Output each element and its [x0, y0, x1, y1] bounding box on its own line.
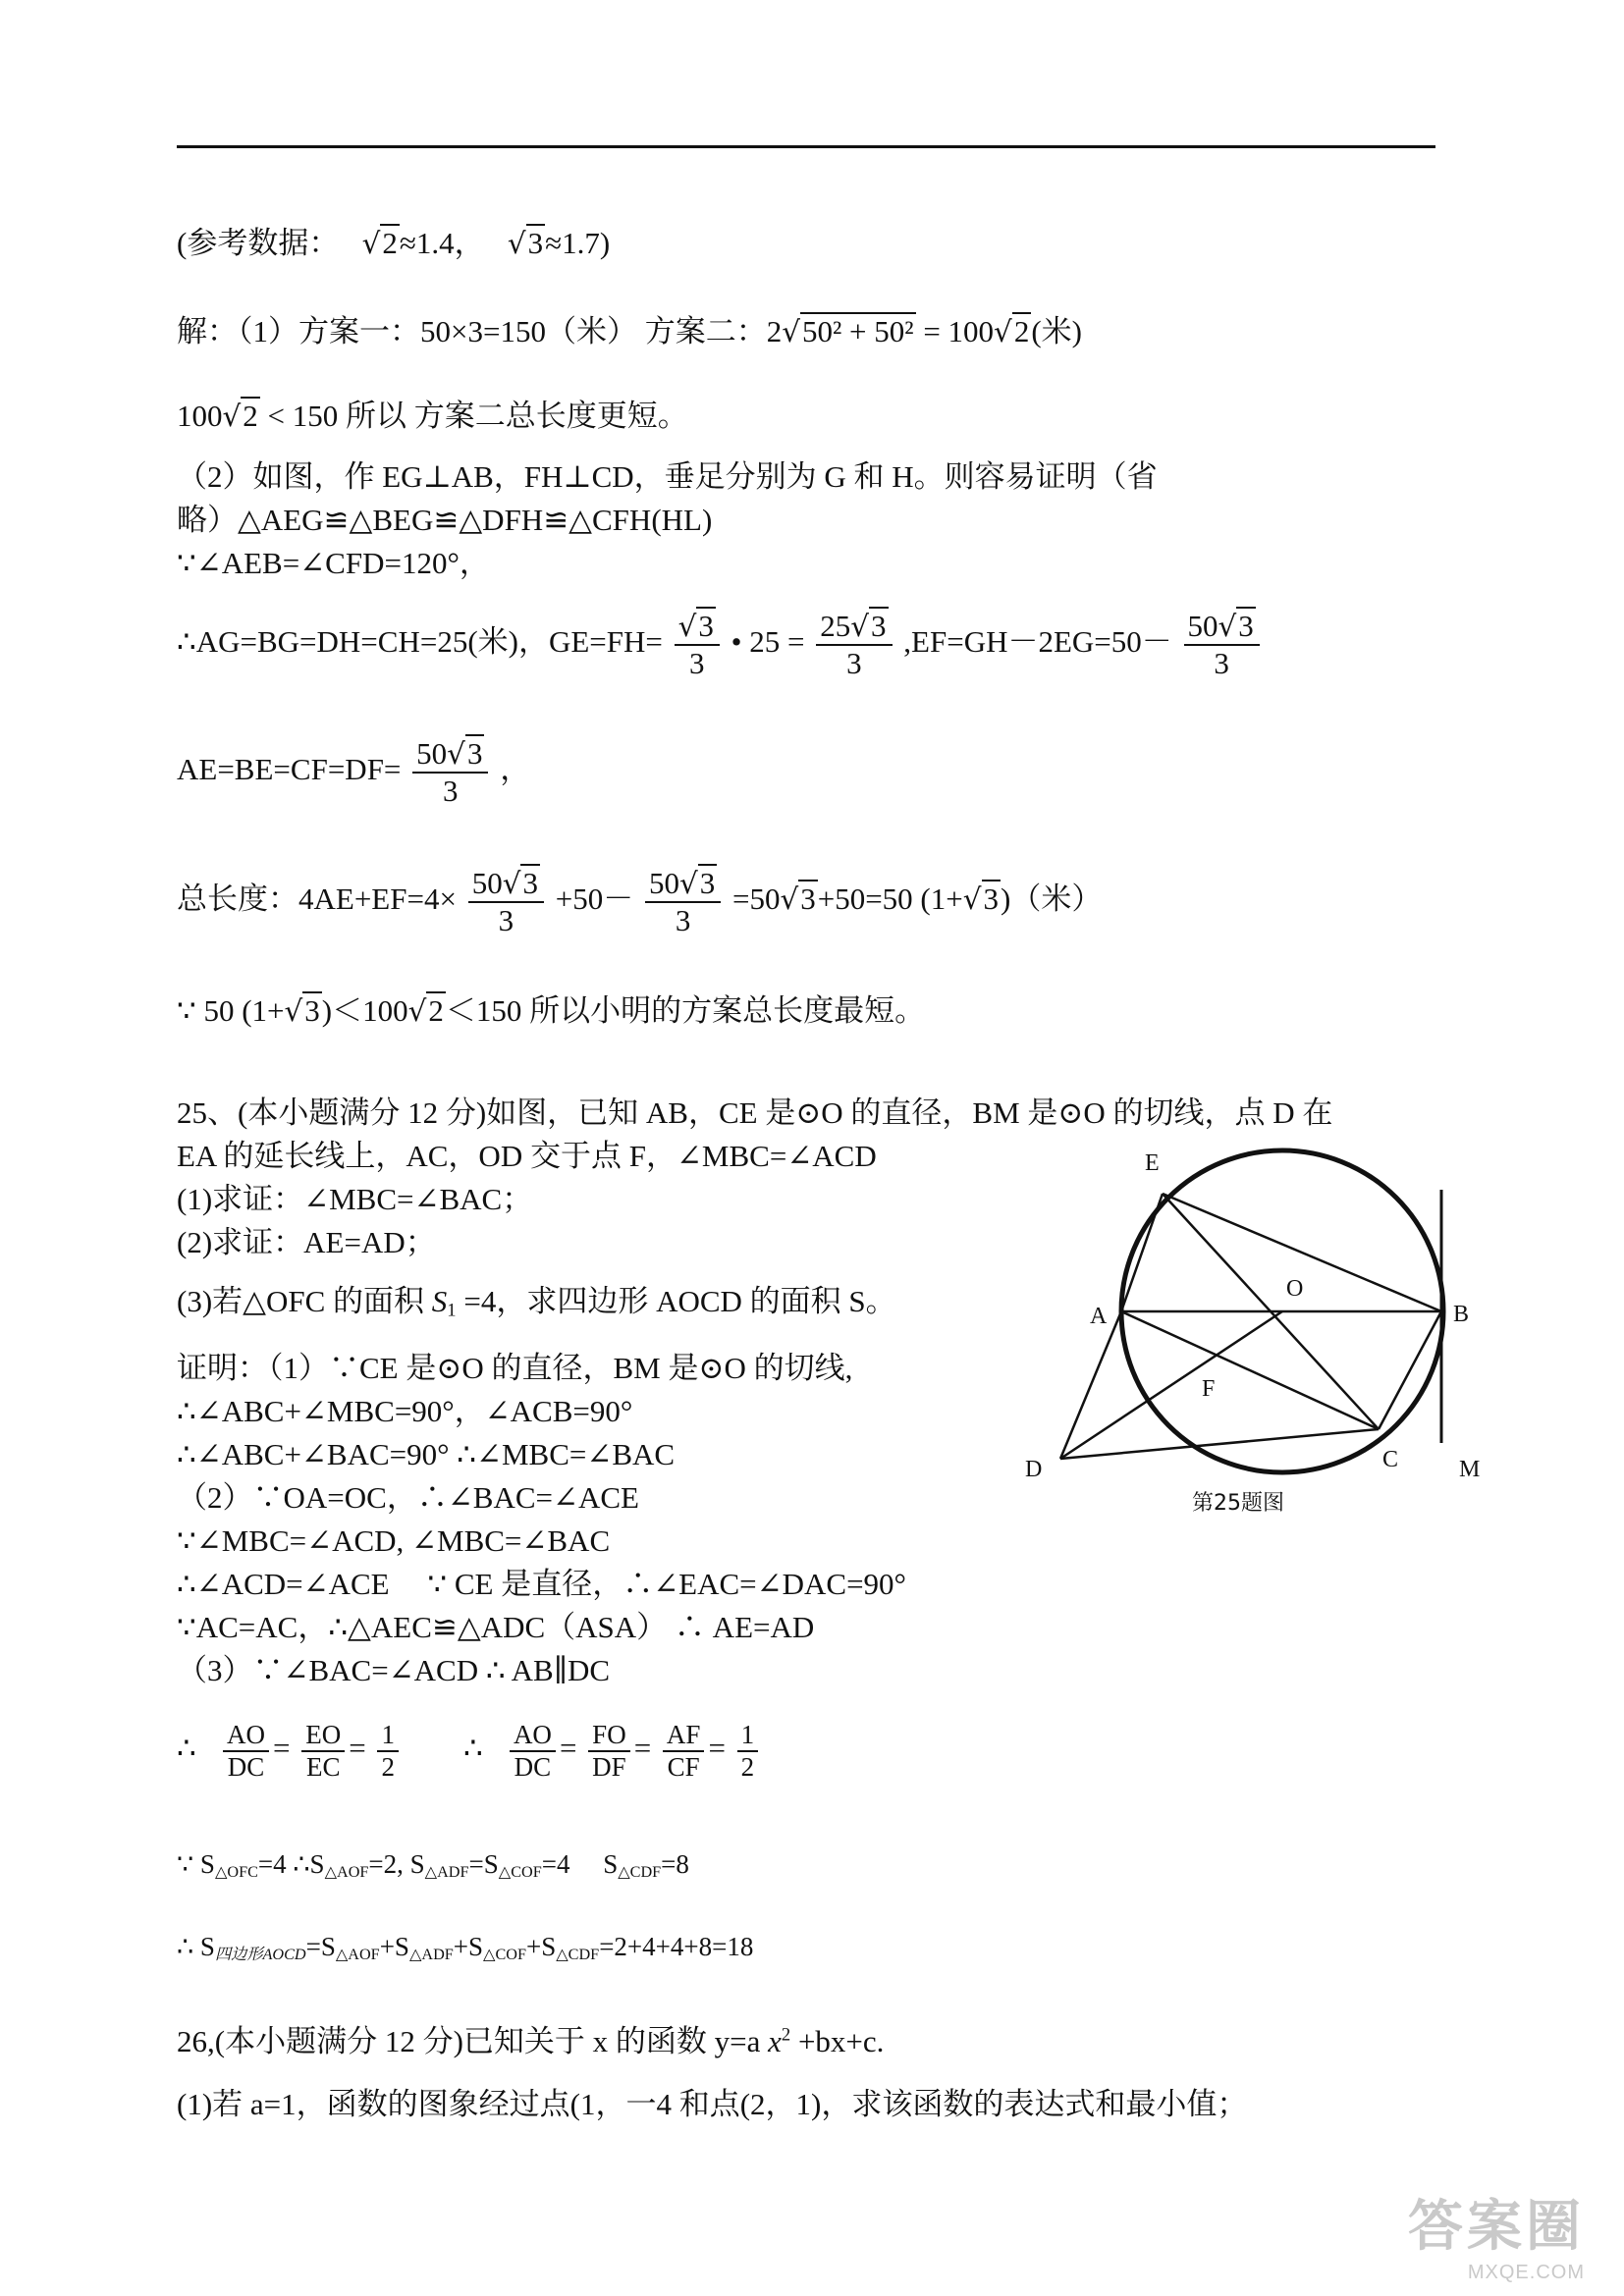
q25-line4: (2)求证：AE=AD；	[177, 1225, 436, 1259]
ratio-line: ∴ $\frac{AO}{DC}$ = $\frac{EO}{EC}$ = $\frac{1}{2}$ ∴ $\frac{AO}{DC}$ = $\frac{FO}{DF}$ = $\frac{AF}{CF}$ = $\frac{1}{2}$	[177, 1720, 762, 1783]
solution-part1-conclusion: 100√2 < 150 所以 方案二总长度更短。	[177, 399, 688, 433]
total-length-line: 总长度：4AE+EF=4× $\frac{50√3}{3}$ +50－ $\frac{50√3}{3}$ =50√3+50=50 (1+√3)（米）	[177, 866, 1103, 937]
q26-line2: (1)若 a=1，函数的图象经过点(1，一4 和点(2，1)，求该函数的表达式和最小值；	[177, 2087, 1248, 2121]
conclusion-line: ∵ 50 (1+√3)＜100√2＜150 所以小明的方案总长度最短。	[177, 993, 926, 1028]
q25-proof1: 证明：（1）∵CE 是⊙O 的直径，BM 是⊙O 的切线,	[177, 1351, 853, 1385]
label-b: B	[1453, 1302, 1470, 1327]
areas-line: ∵ $S_{\triangle OFC}=4$ $\therefore S_{\triangle AOF}=2$, $S_{\triangle ADF}=S_{\triangle COF}=4$ $S_{\triangle CDF}=8$	[177, 1849, 689, 1882]
part2-line2: 略）△AEG≌△BEG≌△DFH≌△CFH(HL)	[177, 503, 713, 537]
q25-proof8: （3）∵∠BAC=∠ACD ∴ AB∥DC	[177, 1653, 611, 1687]
reference-data: (参考数据： √2≈1.4， √3≈1.7)	[177, 226, 611, 260]
label-a: A	[1090, 1304, 1108, 1329]
label-c: C	[1382, 1447, 1399, 1472]
q25-proof4: （2）∵OA=OC，∴∠BAC=∠ACE	[177, 1480, 639, 1515]
segment-ad	[1060, 1311, 1121, 1459]
label-d: D	[1025, 1457, 1043, 1482]
watermark-url: MXQE.COM	[1467, 2262, 1585, 2283]
label-e: E	[1145, 1150, 1160, 1176]
label-o: O	[1286, 1276, 1304, 1302]
top-rule	[177, 145, 1435, 148]
q25-proof2: ∴∠ABC+∠MBC=90°，∠ACB=90°	[177, 1394, 633, 1428]
q25-line2: EA 的延长线上，AC，OD 交于点 F，∠MBC=∠ACD	[177, 1139, 877, 1173]
solution-part1: 解：（1）方案一：50×3=150（米） 方案二：2√50² + 50² = 100√2(米)	[177, 314, 1082, 348]
q25-line3: (1)求证：∠MBC=∠BAC；	[177, 1182, 533, 1216]
figure-caption: 第25题图	[1192, 1491, 1284, 1516]
part2-line1: （2）如图，作 EG⊥AB，FH⊥CD，垂足分别为 G 和 H。则容易证明（省	[177, 459, 1158, 494]
segment-dc	[1060, 1429, 1379, 1459]
q25-figure	[1009, 1139, 1481, 1531]
q25-line5: (3)若△OFC 的面积 $S_1 =4$，求四边形 AOCD 的面积 S。	[177, 1284, 896, 1321]
ag-line: ∴AG=BG=DH=CH=25(米)，GE=FH= $\frac{√3}{3}$ • 25 = $\frac{25√3}{3}$ ,EF=GH－2EG=50－ $\frac{50√3}{3}$	[177, 609, 1264, 681]
q25-line1: 25、(本小题满分 12 分)如图，已知 AB，CE 是⊙O 的直径，BM 是⊙O 的切线，点 D 在	[177, 1095, 1333, 1130]
q25-proof7: ∵AC=AC，∴△AEC≌△ADC（ASA） ∴ AE=AD	[177, 1610, 815, 1644]
q26-line1: 26,(本小题满分 12 分)已知关于 x 的函数 y=a $x^2 +bx+c$.	[177, 2024, 885, 2058]
ae-line: AE=BE=CF=DF= $\frac{50√3}{3}$ ，	[177, 736, 531, 808]
segment-ea	[1121, 1194, 1163, 1311]
part2-line3: ∵∠AEB=∠CFD=120°，	[177, 546, 490, 580]
watermark	[1408, 2183, 1585, 2284]
label-m: M	[1459, 1457, 1481, 1482]
q25-proof6: ∴∠ACD=∠ACE ∵ CE 是直径，∴∠EAC=∠DAC=90°	[177, 1567, 906, 1601]
q25-proof5: ∵∠MBC=∠ACD, ∠MBC=∠BAC	[177, 1523, 611, 1558]
sum-line: ∴ $S_{四边形AOCD}=S_{\triangle AOF}+S_{\triangle ADF}+S_{\triangle COF}+S_{\triangle CDF}=2+4+4+8=18$	[177, 1932, 754, 1964]
q25-proof3: ∴∠ABC+∠BAC=90° ∴∠MBC=∠BAC	[177, 1437, 676, 1471]
segment-ac	[1121, 1311, 1379, 1429]
watermark-logo: 答案圈	[1408, 2195, 1585, 2257]
label-f: F	[1202, 1376, 1216, 1402]
